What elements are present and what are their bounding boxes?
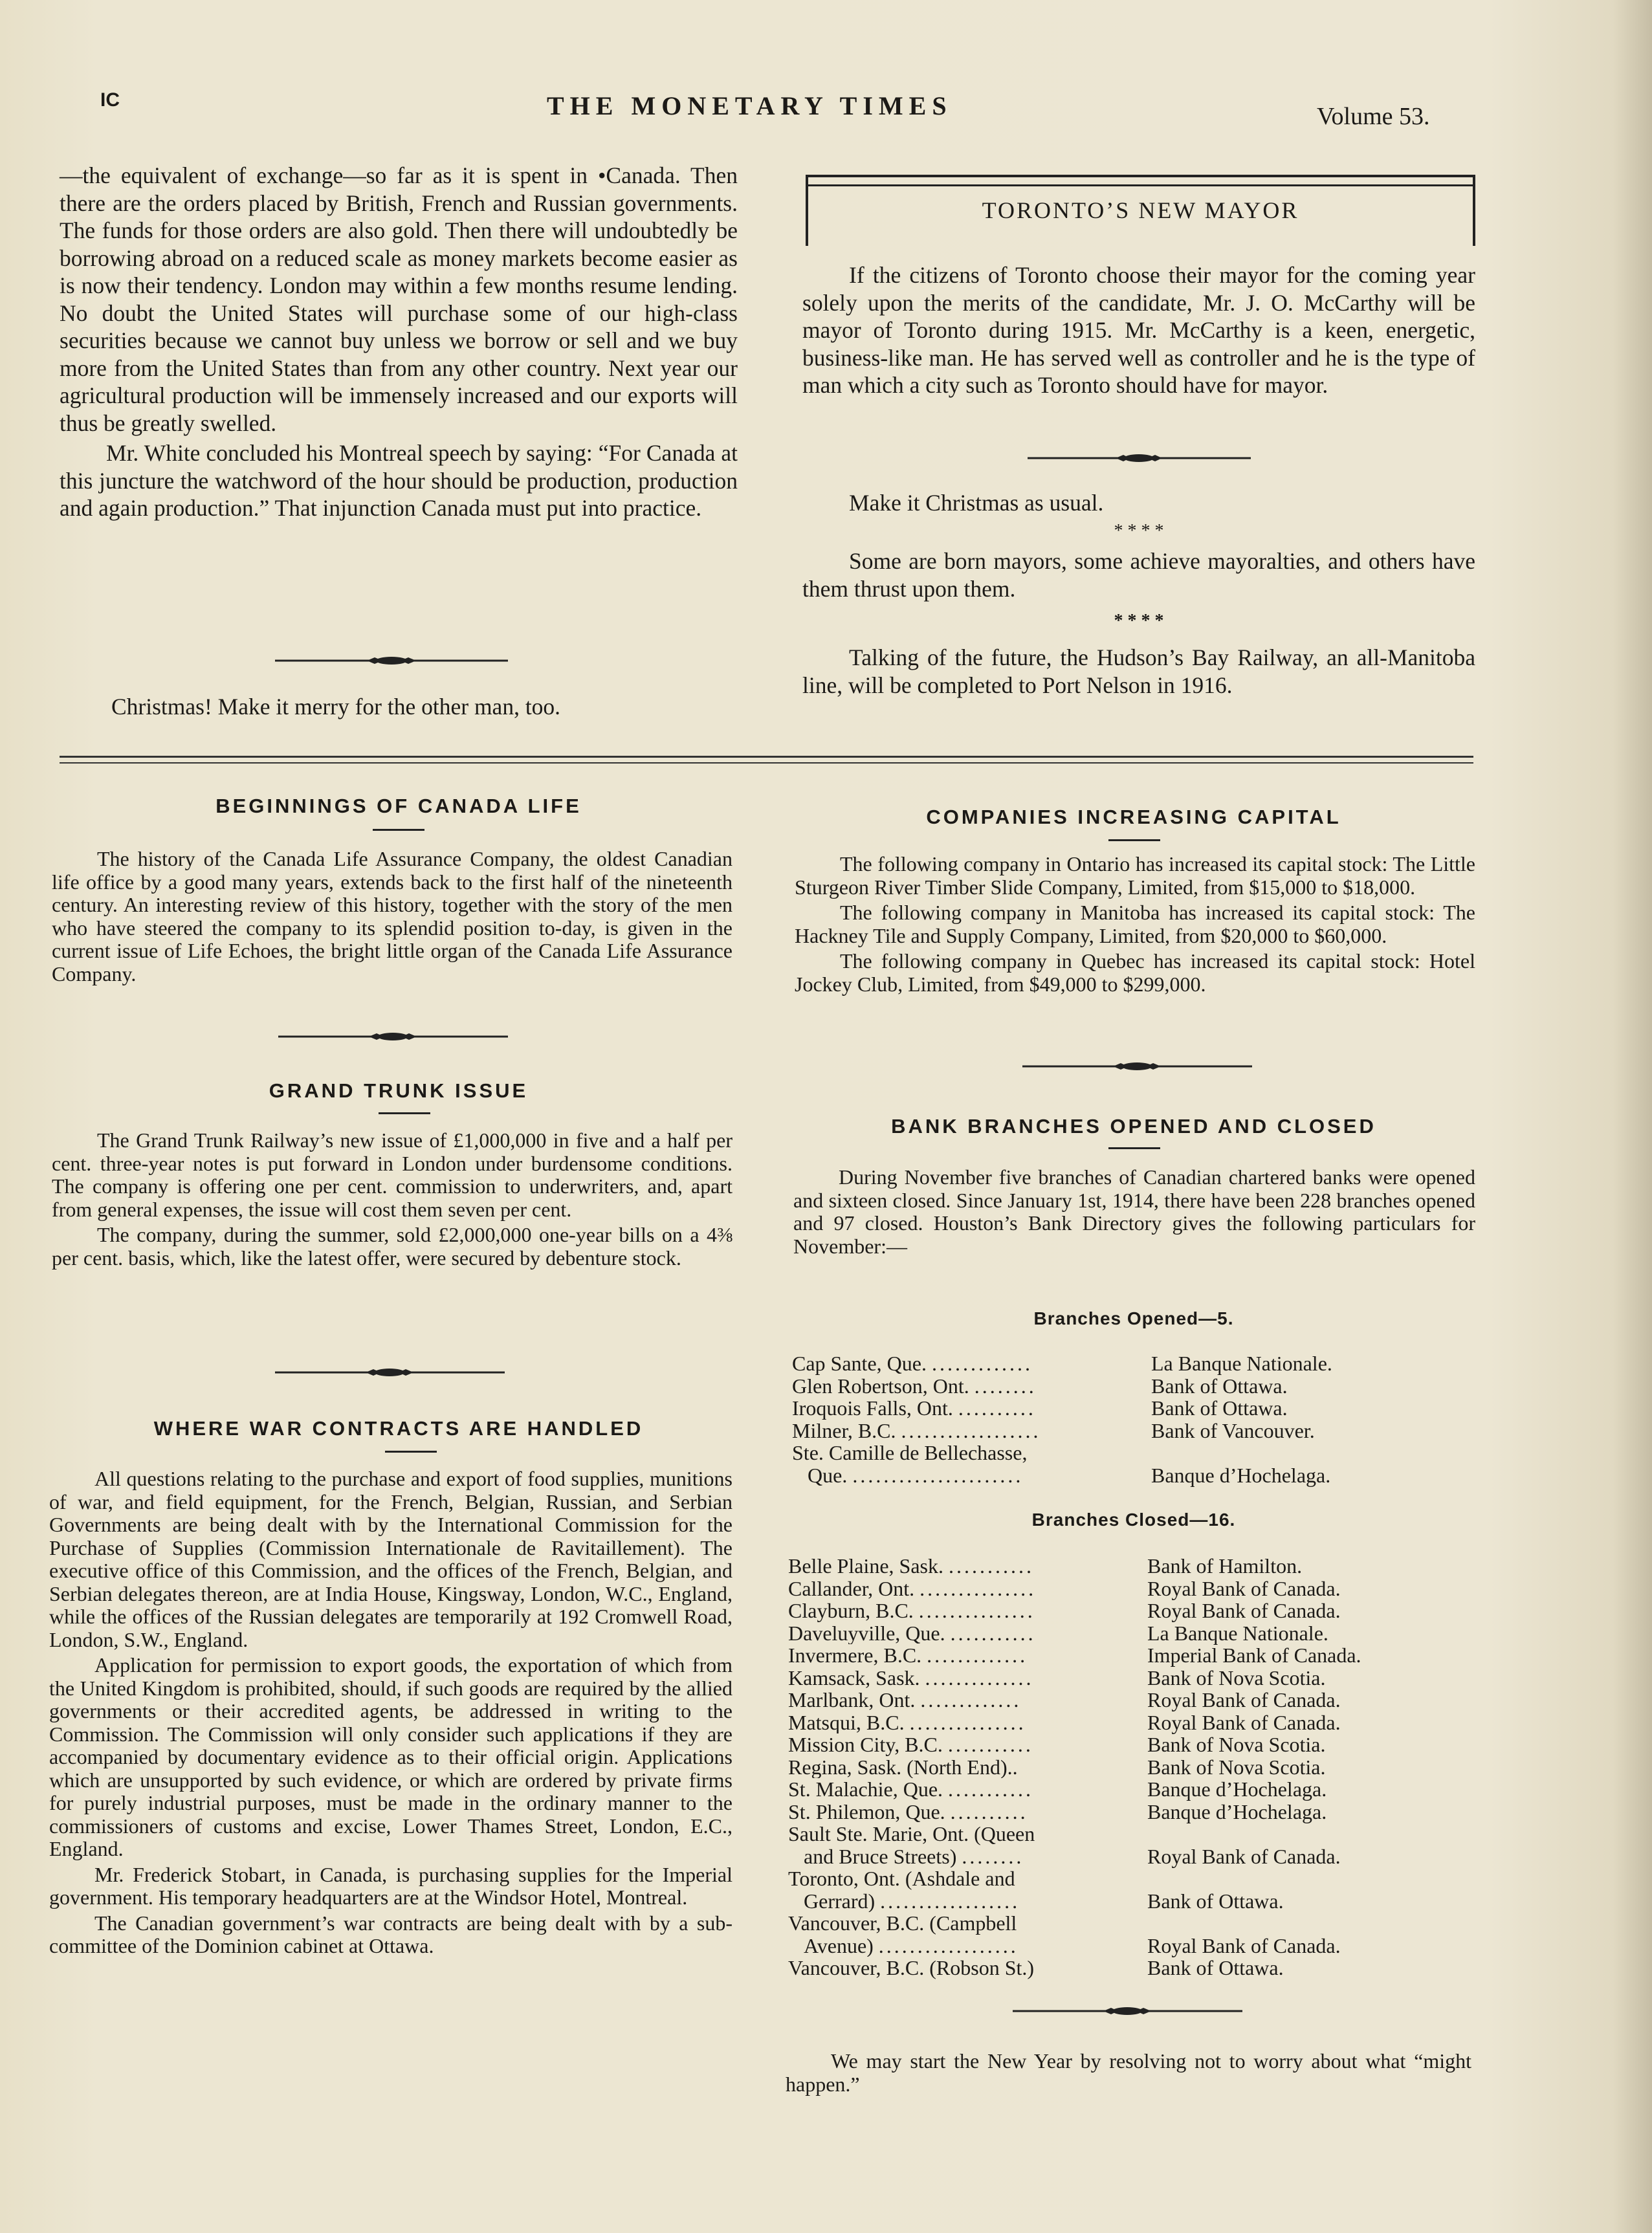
list-item: Sault Ste. Marie, Ont. (Queen [788,1823,1035,1845]
grand-trunk-article [52,1129,732,1272]
list-item: Daveluyville, Que. ........... La Banque Nationale. [788,1621,1328,1645]
list-item: Callander, Ont. ............... Royal Bank of Canada. [788,1576,1341,1600]
list-item: St. Philemon, Que. .......... Banque d’Hochelaga. [788,1799,1327,1823]
article-paragraph: The following company in Manitoba has increased its capital stock: The Hackney Tile and Supply Company, Limited, from $20,000 to $60,000. [795,901,1475,947]
list-item: Marlbank, Ont. ............. Royal Bank of Canada. [788,1688,1341,1711]
war-contracts-article [49,1468,732,1961]
list-item: Invermere, B.C. ............. Imperial Bank of Canada. [788,1644,1361,1667]
title-rule [379,1112,430,1114]
list-item: Iroquois Falls, Ont. .......... Bank of Ottawa. [792,1396,1288,1420]
list-item: St. Malachie, Que. ........... Banque d’Hochelaga. [788,1777,1327,1801]
branches-opened-heading: Branches Opened—5. [1033,1308,1234,1328]
toronto-article [802,261,1475,402]
page-edge-shadow [1613,0,1652,2233]
headline-war-contracts: WHERE WAR CONTRACTS ARE HANDLED [153,1417,644,1440]
article-paragraph: All questions relating to the purchase and export of food supplies, munitions of war, and field equipment, for the French, Belgian, Russian, and Serbian Governments are being dealt with by the International Commission for the Purchase of Supplies (Commission Internationale de Ravitaillement). The executive office of this Commission, and the offices of the French, Belgian, and Serbian delegates thereon, are at India House, Kingsway, London, W.C., England, while the offices of the Russian delegates are temporarily at 192 Cromwell Road, London, S.W., England. [49,1467,732,1651]
list-item: Gerrard) .................. Bank of Ottawa. [804,1889,1284,1913]
article-paragraph: The following company in Ontario has increased its capital stock: The Little Sturgeon River Timber Slide Company, Limited, from $15,000 to $18,000. [795,852,1475,899]
list-item: Matsqui, B.C. ............... Royal Bank of Canada. [788,1710,1341,1734]
article-paragraph: If the citizens of Toronto choose their mayor for the coming year solely upon the merits of the candidate, Mr. J. O. McCarthy will be mayor of Toronto during 1915. Mr. McCarthy is a keen, energetic, business-like man. He has served well as controller and he is the type of man which a city such as Toronto should have for mayor. [802,262,1475,398]
list-item: Vancouver, B.C. (Campbell [788,1912,1017,1935]
ornament-divider [278,1031,508,1042]
stars-separator: * * * * [1114,611,1164,631]
title-rule [385,1451,437,1453]
list-item: Toronto, Ont. (Ashdale and [788,1867,1015,1890]
title-rule [1108,1147,1160,1149]
list-item: Glen Robertson, Ont. ........ Bank of Ottawa. [792,1374,1288,1398]
headline-companies-capital: COMPANIES INCREASING CAPITAL [926,806,1341,828]
box-inner-rule [806,184,1475,186]
headline-bank-branches: BANK BRANCHES OPENED AND CLOSED [891,1115,1376,1138]
ornament-divider [275,655,508,666]
list-item: Que. ...................... Banque d’Hochelaga. [808,1463,1331,1487]
title-rule [373,829,424,831]
headline-canada-life: BEGINNINGS OF CANADA LIFE [215,795,582,817]
article-paragraph: The Canadian government’s war contracts are being dealt with by a sub-committee of the Dominion cabinet at Ottawa. [49,1911,732,1957]
article-paragraph: We may start the New Year by resolving not to worry about what “might happen.” [786,2049,1471,2096]
ornament-divider [1028,453,1251,463]
companies-article [795,853,1475,998]
list-item: Belle Plaine, Sask. ........... Bank of Hamilton. [788,1554,1303,1578]
page-number: IC [100,89,120,111]
article-paragraph: The following company in Quebec has increased its capital stock: Hotel Jockey Club, Limited, from $49,000 to $299,000. [795,949,1475,996]
article-paragraph: —the equivalent of exchange—so far as it is spent in •Canada. Then there are the orders placed by British, French and Russian governments. The funds for those orders are also gold. Then there will undoubtedly be borrowing abroad on a reduced scale as money markets become easier as is now their tendency. London may within a few months resume lending. No doubt the United States will purchase some of our high-class securities because we cannot buy unless we borrow or sell and we buy more from the United States than from any other country. Next year our agricultural production will be immensely increased and our exports will thus be greatly swelled. [60,162,738,436]
closing-note [786,2050,1471,2098]
masthead: THE MONETARY TIMES [547,91,953,120]
branches-closed-heading: Branches Closed—16. [1031,1510,1236,1530]
article-paragraph: The Grand Trunk Railway’s new issue of £1,000,000 in five and a half per cent. three-year notes is put forward in London under burdensome conditions. The company is offering one per cent. commission to underwriters, and, apart from general expenses, the issue will cost them seven per cent. [52,1128,732,1221]
ornament-divider [1022,1061,1252,1072]
list-item: Regina, Sask. (North End).. Bank of Nova Scotia. [788,1755,1326,1779]
list-item: and Bruce Streets) ........ Royal Bank of Canada. [804,1844,1341,1868]
ornament-divider [275,1367,505,1378]
canada-life-article [52,848,732,988]
volume-label: Volume 53. [1317,103,1430,130]
branches-opened-list [792,1352,1332,1486]
article-paragraph: Mr. Frederick Stobart, in Canada, is purchasing supplies for the Imperial government. His temporary headquarters are at the Windsor Hotel, Montreal. [49,1862,732,1909]
note-christmas: Make it Christmas as usual. [849,490,1104,516]
note-hudson-bay: Talking of the future, the Hudson’s Bay Railway, an all-Manitoba line, will be completed to Port Nelson in 1916. [802,644,1475,698]
article-paragraph: Mr. White concluded his Montreal speech by saying: “For Canada at this juncture the watchword of the hour should be production, production and again production.” That injunction Canada must put into practice. [60,440,738,521]
list-item: Clayburn, B.C. ............... Royal Bank of Canada. [788,1599,1341,1622]
christmas-note: Christmas! Make it merry for the other man, too. [111,694,561,720]
stars-separator: * * * * [1114,521,1164,541]
list-item: Cap Sante, Que. ............. La Banque Nationale. [792,1352,1332,1375]
article-paragraph: The history of the Canada Life Assurance Company, the oldest Canadian life office by a good many years, extends back to the first half of the nineteenth century. An interesting review of this history, together with the story of the men who have steered the company to its splendid position to-day, is given in the current issue of Life Echoes, the bright little organ of the Canada Life Assurance Company. [52,847,732,985]
list-item: Avenue) .................. Royal Bank of Canada. [804,1933,1341,1957]
article-paragraph: During November five branches of Canadian chartered banks were opened and sixteen closed. Since January 1st, 1914, there have been 228 branches opened and 97 closed. Houston’s Bank Directory gives the following particulars for November:— [793,1165,1475,1258]
list-item: Mission City, B.C. ........... Bank of Nova Scotia. [788,1733,1326,1756]
list-item: Ste. Camille de Bellechasse, [792,1442,1028,1464]
section-divider [60,756,1473,765]
headline-toronto-mayor: TORONTO’S NEW MAYOR [982,197,1299,223]
list-item: Kamsack, Sask. .............. Bank of Nova Scotia. [788,1666,1326,1689]
title-rule [1108,839,1160,841]
continued-article [60,162,738,525]
note-mayors: Some are born mayors, some achieve mayoralties, and others have them thrust upon them. [802,548,1475,602]
bank-branches-article [793,1166,1475,1260]
branches-closed-list [788,1555,1361,1979]
ornament-divider [1013,2006,1242,2016]
list-item: Vancouver, B.C. (Robson St.) Bank of Ottawa. [788,1956,1284,1979]
list-item: Milner, B.C. .................. Bank of Vancouver. [792,1418,1315,1442]
headline-grand-trunk: GRAND TRUNK ISSUE [269,1079,529,1102]
article-paragraph: Application for permission to export goods, the exportation of which from the United Kingdom is prohibited, should, if such goods are required by the allied governments or their accredited agents, be addressed in writing to the Commission. The Commission will only consider such applications if they are accompanied by documentary evidence as to their official origin. Applications which are unsupported by such evidence, or which are ordered by private firms for purely industrial purposes, must be made in the ordinary manner to the commissioners of customs and excise, Lower Thames Street, London, E.C., England. [49,1653,732,1860]
article-paragraph: The company, during the summer, sold £2,000,000 one-year bills on a 4⅜ per cent. basis, which, like the latest offer, were secured by debenture stock. [52,1223,732,1270]
